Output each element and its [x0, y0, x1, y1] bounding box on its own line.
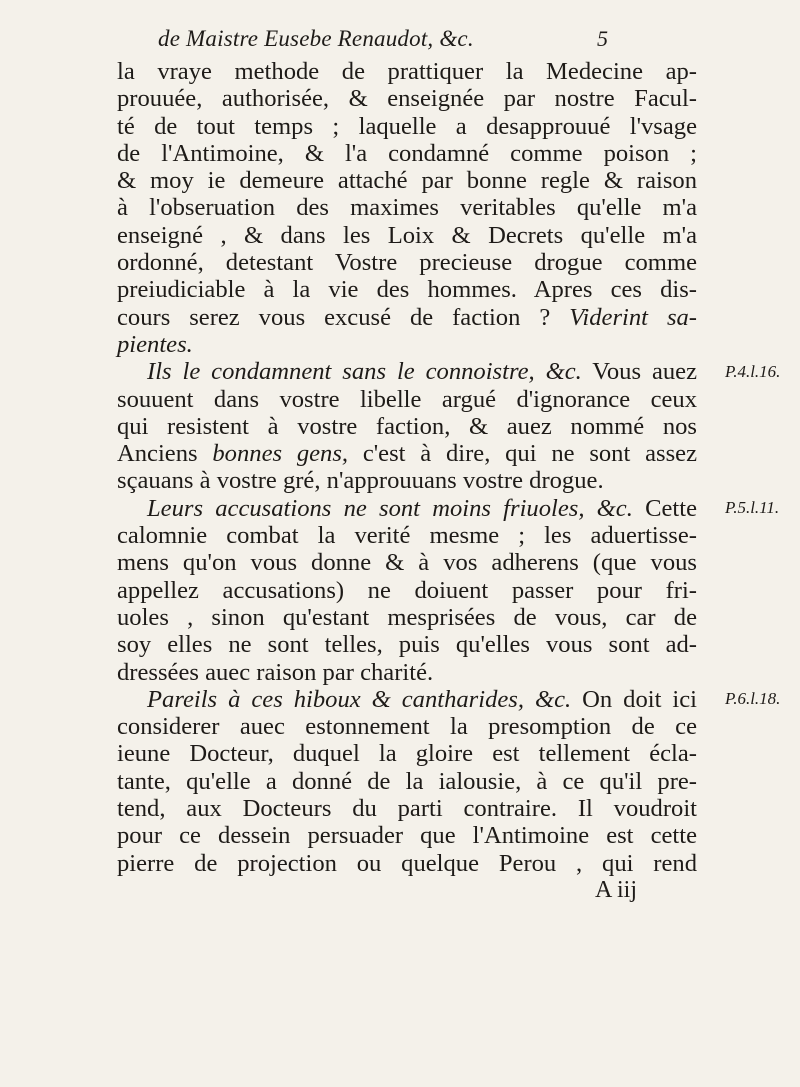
text-line: & moy ie demeure attaché par bonne regle & raison — [117, 167, 697, 195]
text-line: pientes. — [117, 330, 193, 358]
running-head: de Maistre Eusebe Renaudot, &c. — [158, 26, 474, 51]
text-line — [117, 304, 697, 331]
page-header — [158, 18, 608, 58]
text-line: mens qu'on vous donne & à vos adherens (que vous — [117, 549, 697, 577]
text-line: uoles , sinon qu'estant mesprisées de vous, car de — [117, 603, 697, 631]
text-line: preiudiciable à la vie des hommes. Apres ces dis- — [117, 276, 697, 304]
margin-note: P.5.l.11. — [725, 498, 780, 517]
paragraph-lead — [117, 686, 697, 713]
text-line: à l'obseruation des maximes veritables qu'elle m'a — [117, 194, 697, 222]
margin-note: P.4.l.16. — [725, 362, 781, 381]
quoted-lemma: Leurs accusations ne sont moins friuoles, &c. — [147, 494, 633, 522]
text-line: dressées auec raison par charité. — [117, 658, 434, 686]
text-line: qui resistent à vostre faction, & auez nommé nos — [117, 412, 697, 440]
paragraph-lead — [117, 358, 697, 385]
text-span: On doit ici — [571, 685, 697, 713]
quoted-lemma: Pareils à ces hiboux & cantharides, &c. — [147, 685, 572, 713]
text-line: calomnie combat la verité mesme ; les aduertisse- — [117, 522, 697, 550]
page-number: 5 — [597, 26, 608, 51]
text-span: cours serez vous excusé de faction ? — [117, 303, 570, 331]
body-text — [117, 58, 781, 907]
text-line: enseigné , & dans les Loix & Decrets qu'elle m'a — [117, 221, 697, 249]
text-line: souuent dans vostre libelle argué d'ignorance ceux — [117, 385, 697, 413]
text-line: la vraye methode de prattiquer la Medecine ap- — [117, 58, 697, 85]
text-line: de l'Antimoine, & l'a condamné comme poison ; — [117, 139, 697, 167]
text-line: ieune Docteur, duquel la gloire est tellement écla- — [117, 740, 697, 768]
signature-mark: A iij — [594, 876, 637, 903]
text-line: appellez accusations) ne doiuent passer pour fri- — [117, 576, 697, 604]
text-line: pierre de projection ou quelque Perou , qui rend — [117, 849, 697, 877]
text-line: té de tout temps ; laquelle a desapprouué l'vsage — [117, 112, 697, 140]
paragraph-lead — [117, 495, 697, 522]
text-span: Anciens — [117, 440, 213, 468]
text-line: prouuée, authorisée, & enseignée par nostre Facul- — [117, 85, 697, 113]
text-line: ordonné, detestant Vostre precieuse drogue comme — [117, 249, 697, 277]
quoted-lemma: Ils le condamnent sans le connoistre, &c. — [147, 358, 582, 386]
text-span: c'est à dire, qui ne sont assez — [348, 440, 697, 468]
text-line: tend, aux Docteurs du parti contraire. Il voudroit — [117, 795, 697, 823]
italic-phrase: bonnes gens, — [212, 440, 349, 468]
text-line: considerer auec estonnement la presomption de ce — [117, 713, 697, 741]
text-line: sçauans à vostre gré, n'approuuans vostre drogue. — [117, 467, 604, 495]
signature-row — [117, 877, 697, 907]
text-span: Vous auez — [581, 358, 698, 386]
margin-note: P.6.l.18. — [725, 689, 781, 708]
latin-quote: Viderint sa- — [569, 303, 698, 331]
text-span: Cette — [632, 494, 697, 522]
text-line: pour ce dessein persuader que l'Antimoine est cette — [117, 822, 697, 850]
text-line: soy elles ne sont telles, puis qu'elles vous sont ad- — [117, 631, 697, 659]
text-line — [117, 440, 697, 467]
text-line: tante, qu'elle a donné de la ialousie, à ce qu'il pre- — [117, 767, 697, 795]
